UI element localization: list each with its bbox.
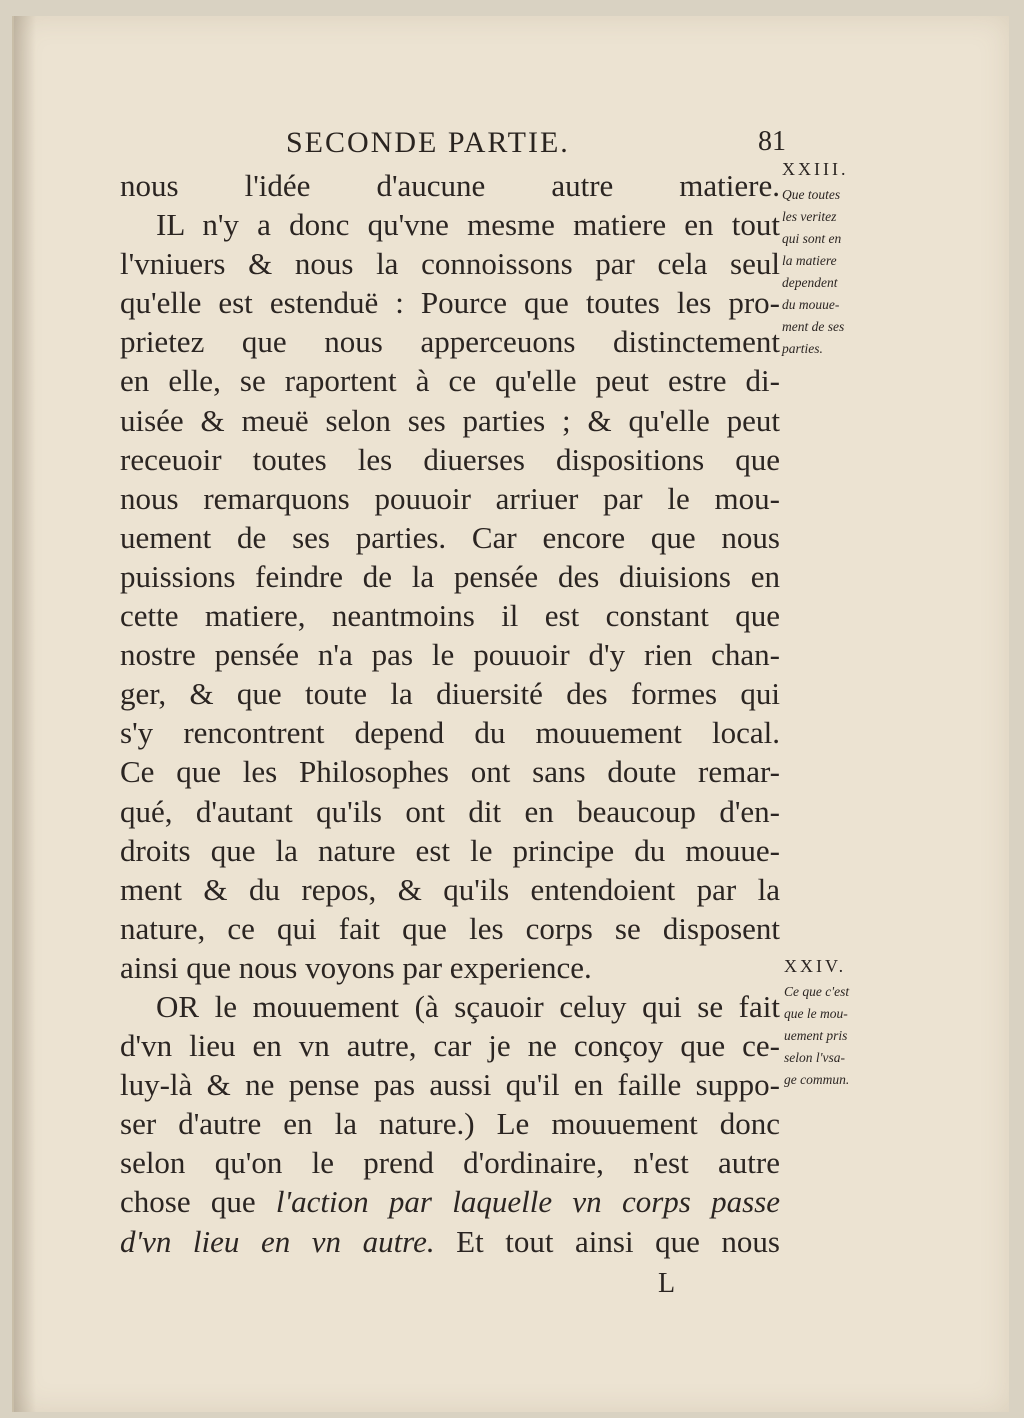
- text-segment: Et tout ainsi que nous: [456, 1223, 780, 1259]
- italic-segment: d'vn lieu en vn autre.: [120, 1223, 435, 1259]
- margin-note-number: XXIV.: [784, 956, 847, 976]
- running-head: SECONDE PARTIE.: [286, 126, 570, 159]
- page-gutter: [14, 16, 36, 1412]
- text-line: OR le mouuement (à sçauoir celuy qui se fait: [156, 988, 780, 1024]
- text-line: receuoir toutes les diuerses dispositions que: [120, 441, 780, 477]
- margin-note-line: du mouue-: [782, 297, 840, 312]
- margin-note-line: qui sont en: [782, 231, 842, 246]
- text-line: puissions feindre de la pensée des diuisions en: [120, 558, 780, 594]
- text-line: cette matiere, neantmoins il est constant que: [120, 598, 780, 634]
- text-line-mixed: [120, 1182, 780, 1221]
- margin-note-xxiii: [782, 159, 900, 360]
- text-line: d'vn lieu en vn autre, car je ne conçoy que ce-: [120, 1028, 780, 1064]
- page-header: [286, 126, 786, 166]
- text-line: Ce que les Philosophes ont sans doute remar-: [120, 754, 780, 790]
- text-line: l'vniuers & nous la connoissons par cela seul: [120, 246, 780, 282]
- text-line: nous remarquons pouuoir arriuer par le mou-: [120, 480, 780, 516]
- text-segment: chose que: [120, 1184, 256, 1220]
- text-line: luy-là & ne pense pas aussi qu'il en faille suppo-: [120, 1067, 780, 1103]
- book-page: [12, 16, 1009, 1412]
- margin-note-line: Que toutes: [782, 187, 841, 202]
- text-line: s'y rencontrent depend du mouuement local.: [120, 715, 780, 751]
- margin-note-line: ge commun.: [784, 1072, 850, 1087]
- text-line: nous l'idée d'aucune autre matiere.: [120, 168, 780, 203]
- italic-segment: l'action par laquelle vn corps passe: [275, 1184, 780, 1220]
- margin-note-line: dependent: [782, 275, 838, 290]
- text-line: uisée & meuë selon ses parties ; & qu'elle peut: [120, 402, 780, 438]
- text-line: droits que la nature est le principe du mouue-: [120, 832, 780, 868]
- text-line: IL n'y a donc qu'vne mesme matiere en tout: [156, 207, 780, 243]
- text-line: ainsi que nous voyons par experience.: [120, 949, 592, 985]
- margin-note-line: parties.: [782, 341, 823, 356]
- text-line: qu'elle est estenduë : Pource que toutes les pro-: [120, 285, 780, 321]
- margin-note-line: Ce que c'est: [784, 984, 850, 999]
- signature-mark: L: [658, 1268, 676, 1299]
- text-line: nostre pensée n'a pas le pouuoir d'y rien chan-: [120, 637, 780, 673]
- margin-note-line: ment de ses: [782, 319, 845, 334]
- text-line-mixed: [120, 1222, 780, 1261]
- text-line: en elle, se raportent à ce qu'elle peut estre di-: [120, 363, 780, 399]
- text-line: uement de ses parties. Car encore que nous: [120, 519, 780, 555]
- margin-note-line: selon l'vsa-: [784, 1050, 846, 1065]
- body-text: [120, 166, 780, 1261]
- margin-note-xxiv: [784, 956, 902, 1091]
- margin-note-line: uement pris: [784, 1028, 848, 1043]
- page-number: 81: [758, 126, 786, 157]
- text-line: nature, ce qui fait que les corps se disposent: [120, 910, 780, 946]
- text-line: ger, & que toute la diuersité des formes qui: [120, 676, 780, 712]
- text-line: prietez que nous apperceuons distinctement: [120, 324, 780, 360]
- text-line: selon qu'on le prend d'ordinaire, n'est autre: [120, 1145, 780, 1181]
- margin-note-line: que le mou-: [784, 1006, 848, 1021]
- text-line: ment & du repos, & qu'ils entendoient par la: [120, 871, 780, 907]
- margin-note-line: la matiere: [782, 253, 837, 268]
- margin-note-number: XXIII.: [782, 159, 849, 179]
- margin-note-line: les veritez: [782, 209, 837, 224]
- text-line: qué, d'autant qu'ils ont dit en beaucoup d'en-: [120, 793, 780, 829]
- text-line: ser d'autre en la nature.) Le mouuement donc: [120, 1106, 780, 1142]
